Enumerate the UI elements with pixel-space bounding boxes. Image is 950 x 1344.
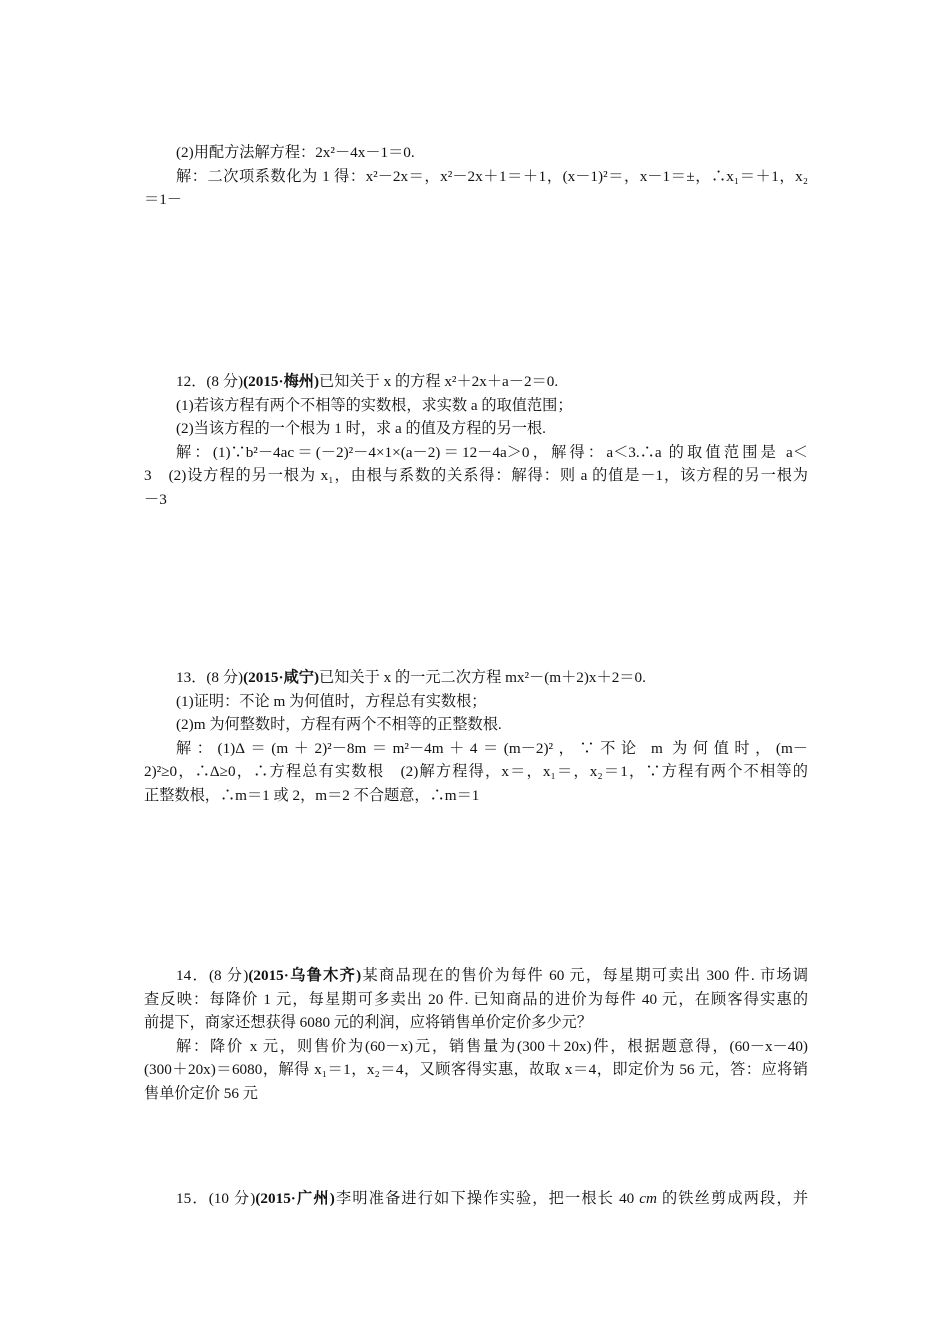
solution-line: ＝1－: [144, 191, 182, 208]
solution-line: 正整数根，∴m＝1 或 2，m＝2 不合题意，∴m＝1: [144, 786, 480, 804]
question-text: 的铁丝剪成两段，并: [656, 1190, 809, 1207]
question-text: 李明准备进行如下操作实验，把一根长 40: [334, 1190, 640, 1207]
question-stem: [144, 1187, 808, 1211]
question-stem: [144, 370, 808, 394]
question-number: 12．(8 分): [176, 373, 244, 390]
unit-text: cm: [639, 1190, 657, 1207]
question-source: (2015·咸宁): [243, 669, 320, 686]
solution-line: 解：(1)Δ＝(m＋2)²－8m＝m²－4m＋4＝(m－2)²，∵不论 m 为何值时，(m－: [176, 739, 808, 757]
question-13: [144, 666, 808, 807]
question-part: (2)m 为何整数时，方程有两个不相等的正整数根.: [176, 716, 502, 733]
question-stem: [144, 666, 808, 690]
question-text: (2)用配方法解方程：2x²－4x－1＝0.: [176, 144, 415, 161]
question-part: (1)若该方程有两个不相等的实数根，求实数 a 的取值范围；: [176, 396, 573, 414]
question-number: 14．(8 分): [176, 967, 249, 984]
question-part: (2)当该方程的一个根为 1 时，求 a 的值及方程的另一根.: [176, 420, 546, 437]
solution-line: 解：降价 x 元，则售价为(60－x)元，销售量为(300＋20x)件，根据题意得，(60－x－40): [176, 1037, 808, 1055]
question-text: 已知关于 x 的一元二次方程 mx²－(m＋2)x＋2＝0.: [319, 669, 646, 686]
question-number: 15．(10 分): [176, 1190, 256, 1207]
question-number: 13．(8 分): [176, 669, 244, 686]
question-11-part-2: [144, 141, 808, 212]
solution-line: 2)²≥0，∴Δ≥0，∴方程总有实数根 (2)解方程得，x＝，x₁＝，x₂＝1，∵方程有两个不相等的: [144, 763, 808, 780]
solution-line: 解：(1)∵b²－4ac＝(－2)²－4×1×(a－2)＝12－4a＞0，解得：a＜3.∴a 的取值范围是 a＜: [176, 443, 808, 461]
question-text: 某商品现在的售价为每件 60 元，每星期可卖出 300 件. 市场调: [361, 967, 809, 984]
solution-line: 3 (2)设方程的另一根为 x₁，由根与系数的关系得：解得：则 a 的值是－1，该方程的另一根为: [144, 467, 808, 484]
solution-line: 解：二次项系数化为 1 得：x²－2x＝，x²－2x＋1＝＋1，(x－1)²＝，x－1＝±，∴x₁＝＋1，x₂: [176, 167, 808, 185]
question-text: 已知关于 x 的方程 x²＋2x＋a－2＝0.: [319, 373, 559, 390]
question-source: (2015·广州): [255, 1190, 335, 1207]
question-14: [144, 964, 808, 1105]
question-text: 前提下，商家还想获得 6080 元的利润，应将销售单价定价多少元？: [144, 1014, 593, 1031]
question-source: (2015·梅州): [243, 373, 320, 390]
solution-line: －3: [144, 490, 167, 508]
question-12: [144, 370, 808, 511]
question-source: (2015·乌鲁木齐): [248, 967, 362, 984]
question-15: [144, 1187, 808, 1211]
question-text: 查反映：每降价 1 元，每星期可多卖出 20 件. 已知商品的进价为每件 40 元，在顾客得实惠的: [144, 990, 808, 1008]
question-stem: [144, 964, 808, 988]
solution-line: 售单价定价 56 元: [144, 1084, 258, 1102]
question-part: (1)证明：不论 m 为何值时，方程总有实数根；: [176, 692, 487, 710]
solution-line: (300＋20x)＝6080，解得 x₁＝1，x₂＝4，又顾客得实惠，故取 x＝4，即定价为 56 元，答：应将销: [144, 1061, 808, 1078]
